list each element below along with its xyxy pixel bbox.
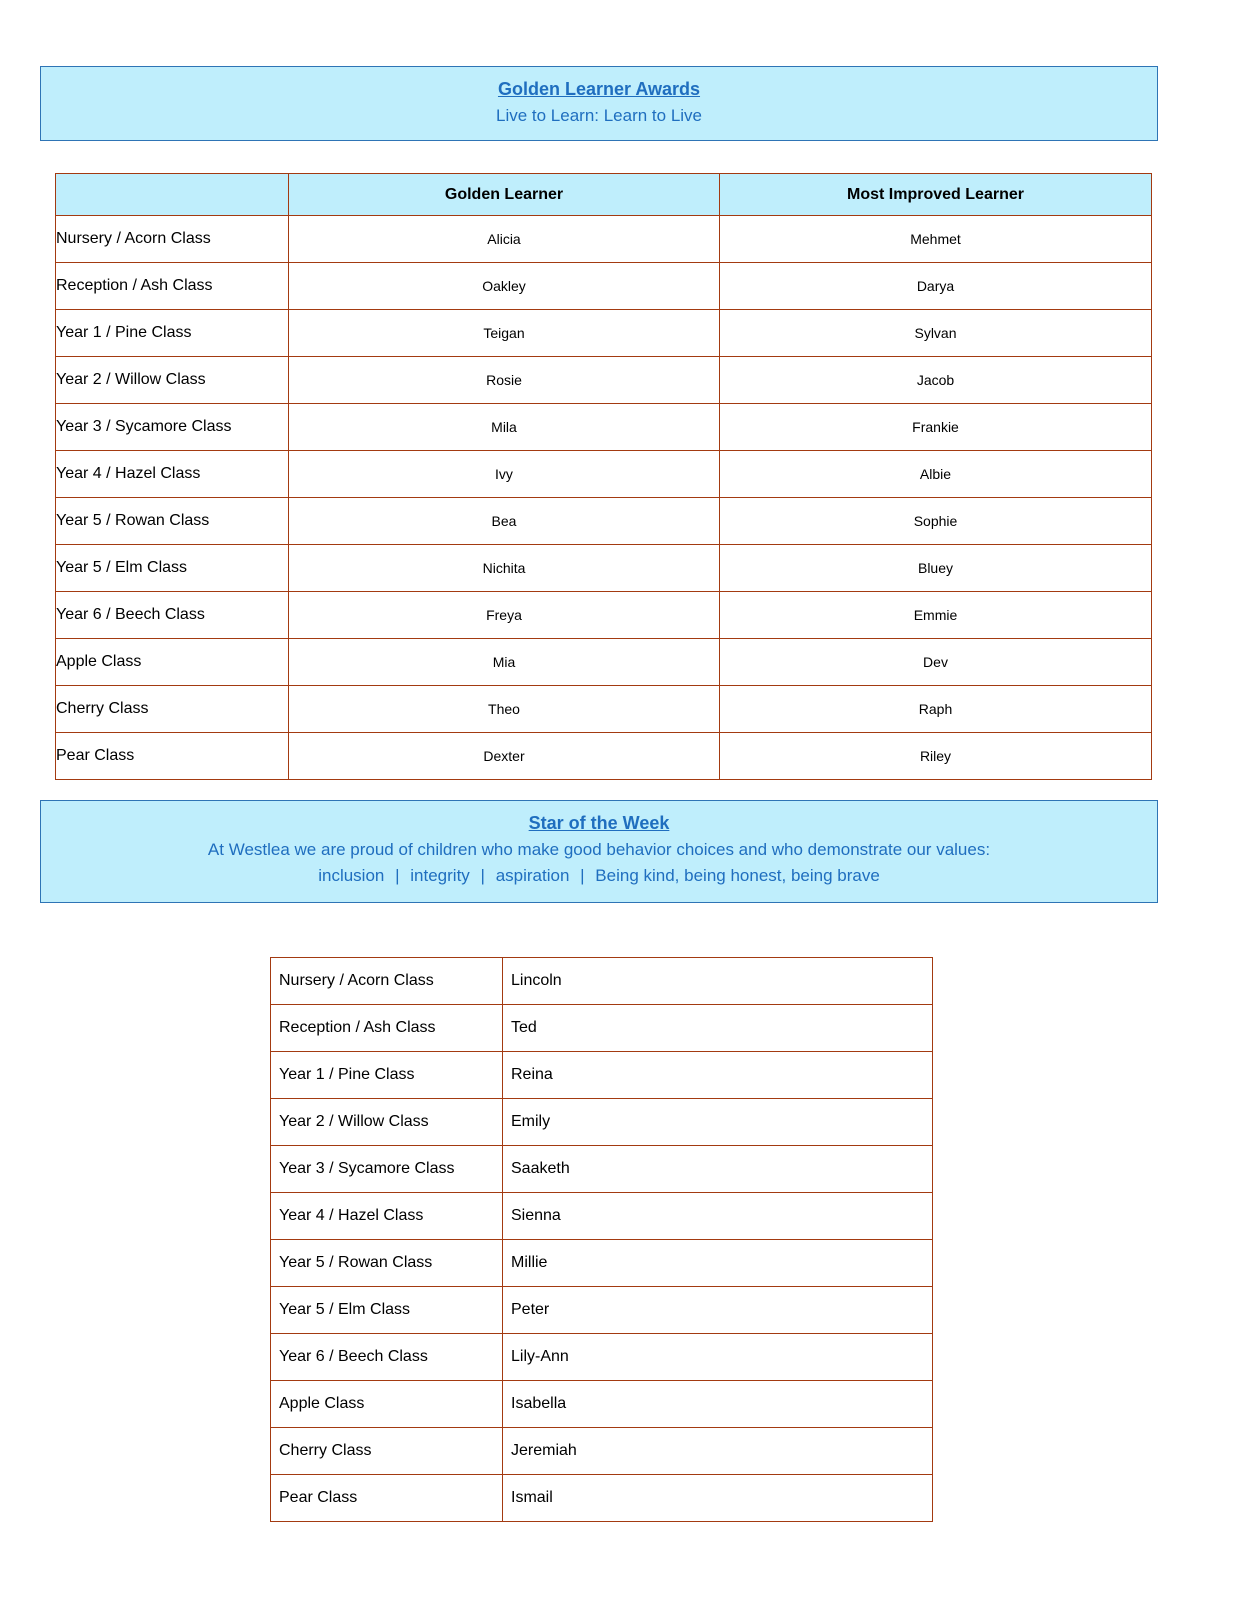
table-row xyxy=(271,958,933,1005)
star-of-the-week-table xyxy=(270,957,933,1522)
golden-learner-awards-title: Golden Learner Awards xyxy=(497,79,701,99)
star-student-name: Jeremiah xyxy=(503,1428,933,1475)
school-values-line xyxy=(41,863,1157,889)
awards-golden-name: Teigan xyxy=(289,310,720,357)
table-row xyxy=(56,216,1152,263)
star-table-body xyxy=(271,958,933,1522)
awards-class-label: Year 5 / Rowan Class xyxy=(56,498,289,545)
awards-golden-name: Rosie xyxy=(289,357,720,404)
golden-learner-awards-subtitle: Live to Learn: Learn to Live xyxy=(495,106,703,125)
table-row xyxy=(56,404,1152,451)
awards-improved-name: Frankie xyxy=(720,404,1152,451)
star-of-the-week-banner xyxy=(40,800,1158,903)
value-separator: | xyxy=(580,866,585,886)
awards-class-label: Reception / Ash Class xyxy=(56,263,289,310)
awards-golden-name: Freya xyxy=(289,592,720,639)
awards-class-label: Year 2 / Willow Class xyxy=(56,357,289,404)
star-class-label: Year 1 / Pine Class xyxy=(271,1052,503,1099)
table-row xyxy=(56,639,1152,686)
awards-golden-name: Alicia xyxy=(289,216,720,263)
awards-golden-name: Bea xyxy=(289,498,720,545)
table-header-row xyxy=(56,174,1152,216)
awards-header-golden-learner: Golden Learner xyxy=(289,174,720,216)
star-student-name: Lincoln xyxy=(503,958,933,1005)
awards-improved-name: Darya xyxy=(720,263,1152,310)
table-row xyxy=(271,1146,933,1193)
table-row xyxy=(271,1428,933,1475)
awards-improved-name: Sophie xyxy=(720,498,1152,545)
star-class-label: Year 5 / Elm Class xyxy=(271,1287,503,1334)
table-row xyxy=(271,1052,933,1099)
value-separator: | xyxy=(395,866,400,886)
star-student-name: Isabella xyxy=(503,1381,933,1428)
awards-improved-name: Riley xyxy=(720,733,1152,780)
table-row xyxy=(271,1475,933,1522)
star-class-label: Reception / Ash Class xyxy=(271,1005,503,1052)
awards-header-most-improved: Most Improved Learner xyxy=(720,174,1152,216)
awards-golden-name: Mila xyxy=(289,404,720,451)
table-row xyxy=(56,498,1152,545)
awards-golden-name: Ivy xyxy=(289,451,720,498)
table-row xyxy=(271,1240,933,1287)
awards-class-label: Nursery / Acorn Class xyxy=(56,216,289,263)
value-inclusion: inclusion xyxy=(318,866,385,886)
awards-table-body xyxy=(56,216,1152,780)
star-class-label: Cherry Class xyxy=(271,1428,503,1475)
table-row xyxy=(271,1381,933,1428)
value-integrity: integrity xyxy=(410,866,470,886)
awards-class-label: Apple Class xyxy=(56,639,289,686)
table-row xyxy=(56,733,1152,780)
star-class-label: Year 4 / Hazel Class xyxy=(271,1193,503,1240)
star-class-label: Year 6 / Beech Class xyxy=(271,1334,503,1381)
star-student-name: Ismail xyxy=(503,1475,933,1522)
awards-class-label: Cherry Class xyxy=(56,686,289,733)
awards-golden-name: Theo xyxy=(289,686,720,733)
awards-class-label: Pear Class xyxy=(56,733,289,780)
star-class-label: Nursery / Acorn Class xyxy=(271,958,503,1005)
star-student-name: Emily xyxy=(503,1099,933,1146)
awards-golden-name: Mia xyxy=(289,639,720,686)
star-student-name: Peter xyxy=(503,1287,933,1334)
value-being-kind-honest-brave: Being kind, being honest, being brave xyxy=(595,866,880,886)
awards-improved-name: Raph xyxy=(720,686,1152,733)
star-student-name: Reina xyxy=(503,1052,933,1099)
table-row xyxy=(56,451,1152,498)
star-class-label: Year 3 / Sycamore Class xyxy=(271,1146,503,1193)
value-aspiration: aspiration xyxy=(495,866,570,886)
star-student-name: Saaketh xyxy=(503,1146,933,1193)
golden-learner-awards-banner xyxy=(40,66,1158,141)
star-student-name: Sienna xyxy=(503,1193,933,1240)
star-of-the-week-subtitle: At Westlea we are proud of children who make good behavior choices and who demonstrate our values: xyxy=(207,840,991,859)
awards-golden-name: Oakley xyxy=(289,263,720,310)
star-student-name: Ted xyxy=(503,1005,933,1052)
star-class-label: Pear Class xyxy=(271,1475,503,1522)
value-separator: | xyxy=(480,866,485,886)
table-row xyxy=(271,1099,933,1146)
awards-improved-name: Emmie xyxy=(720,592,1152,639)
star-class-label: Apple Class xyxy=(271,1381,503,1428)
star-student-name: Lily-Ann xyxy=(503,1334,933,1381)
table-row xyxy=(271,1334,933,1381)
table-row xyxy=(56,310,1152,357)
awards-improved-name: Bluey xyxy=(720,545,1152,592)
awards-table-header xyxy=(56,174,1152,216)
golden-learner-awards-table xyxy=(55,173,1152,780)
table-row xyxy=(56,686,1152,733)
star-class-label: Year 5 / Rowan Class xyxy=(271,1240,503,1287)
table-row xyxy=(271,1193,933,1240)
awards-improved-name: Albie xyxy=(720,451,1152,498)
awards-class-label: Year 3 / Sycamore Class xyxy=(56,404,289,451)
awards-improved-name: Sylvan xyxy=(720,310,1152,357)
awards-golden-name: Nichita xyxy=(289,545,720,592)
awards-class-label: Year 5 / Elm Class xyxy=(56,545,289,592)
awards-improved-name: Dev xyxy=(720,639,1152,686)
star-of-the-week-title: Star of the Week xyxy=(528,813,670,833)
awards-class-label: Year 4 / Hazel Class xyxy=(56,451,289,498)
star-student-name: Millie xyxy=(503,1240,933,1287)
awards-improved-name: Mehmet xyxy=(720,216,1152,263)
table-row xyxy=(271,1005,933,1052)
table-row xyxy=(271,1287,933,1334)
awards-header-blank xyxy=(56,174,289,216)
awards-golden-name: Dexter xyxy=(289,733,720,780)
table-row xyxy=(56,263,1152,310)
table-row xyxy=(56,545,1152,592)
awards-class-label: Year 6 / Beech Class xyxy=(56,592,289,639)
awards-improved-name: Jacob xyxy=(720,357,1152,404)
table-row xyxy=(56,357,1152,404)
table-row xyxy=(56,592,1152,639)
star-class-label: Year 2 / Willow Class xyxy=(271,1099,503,1146)
awards-class-label: Year 1 / Pine Class xyxy=(56,310,289,357)
